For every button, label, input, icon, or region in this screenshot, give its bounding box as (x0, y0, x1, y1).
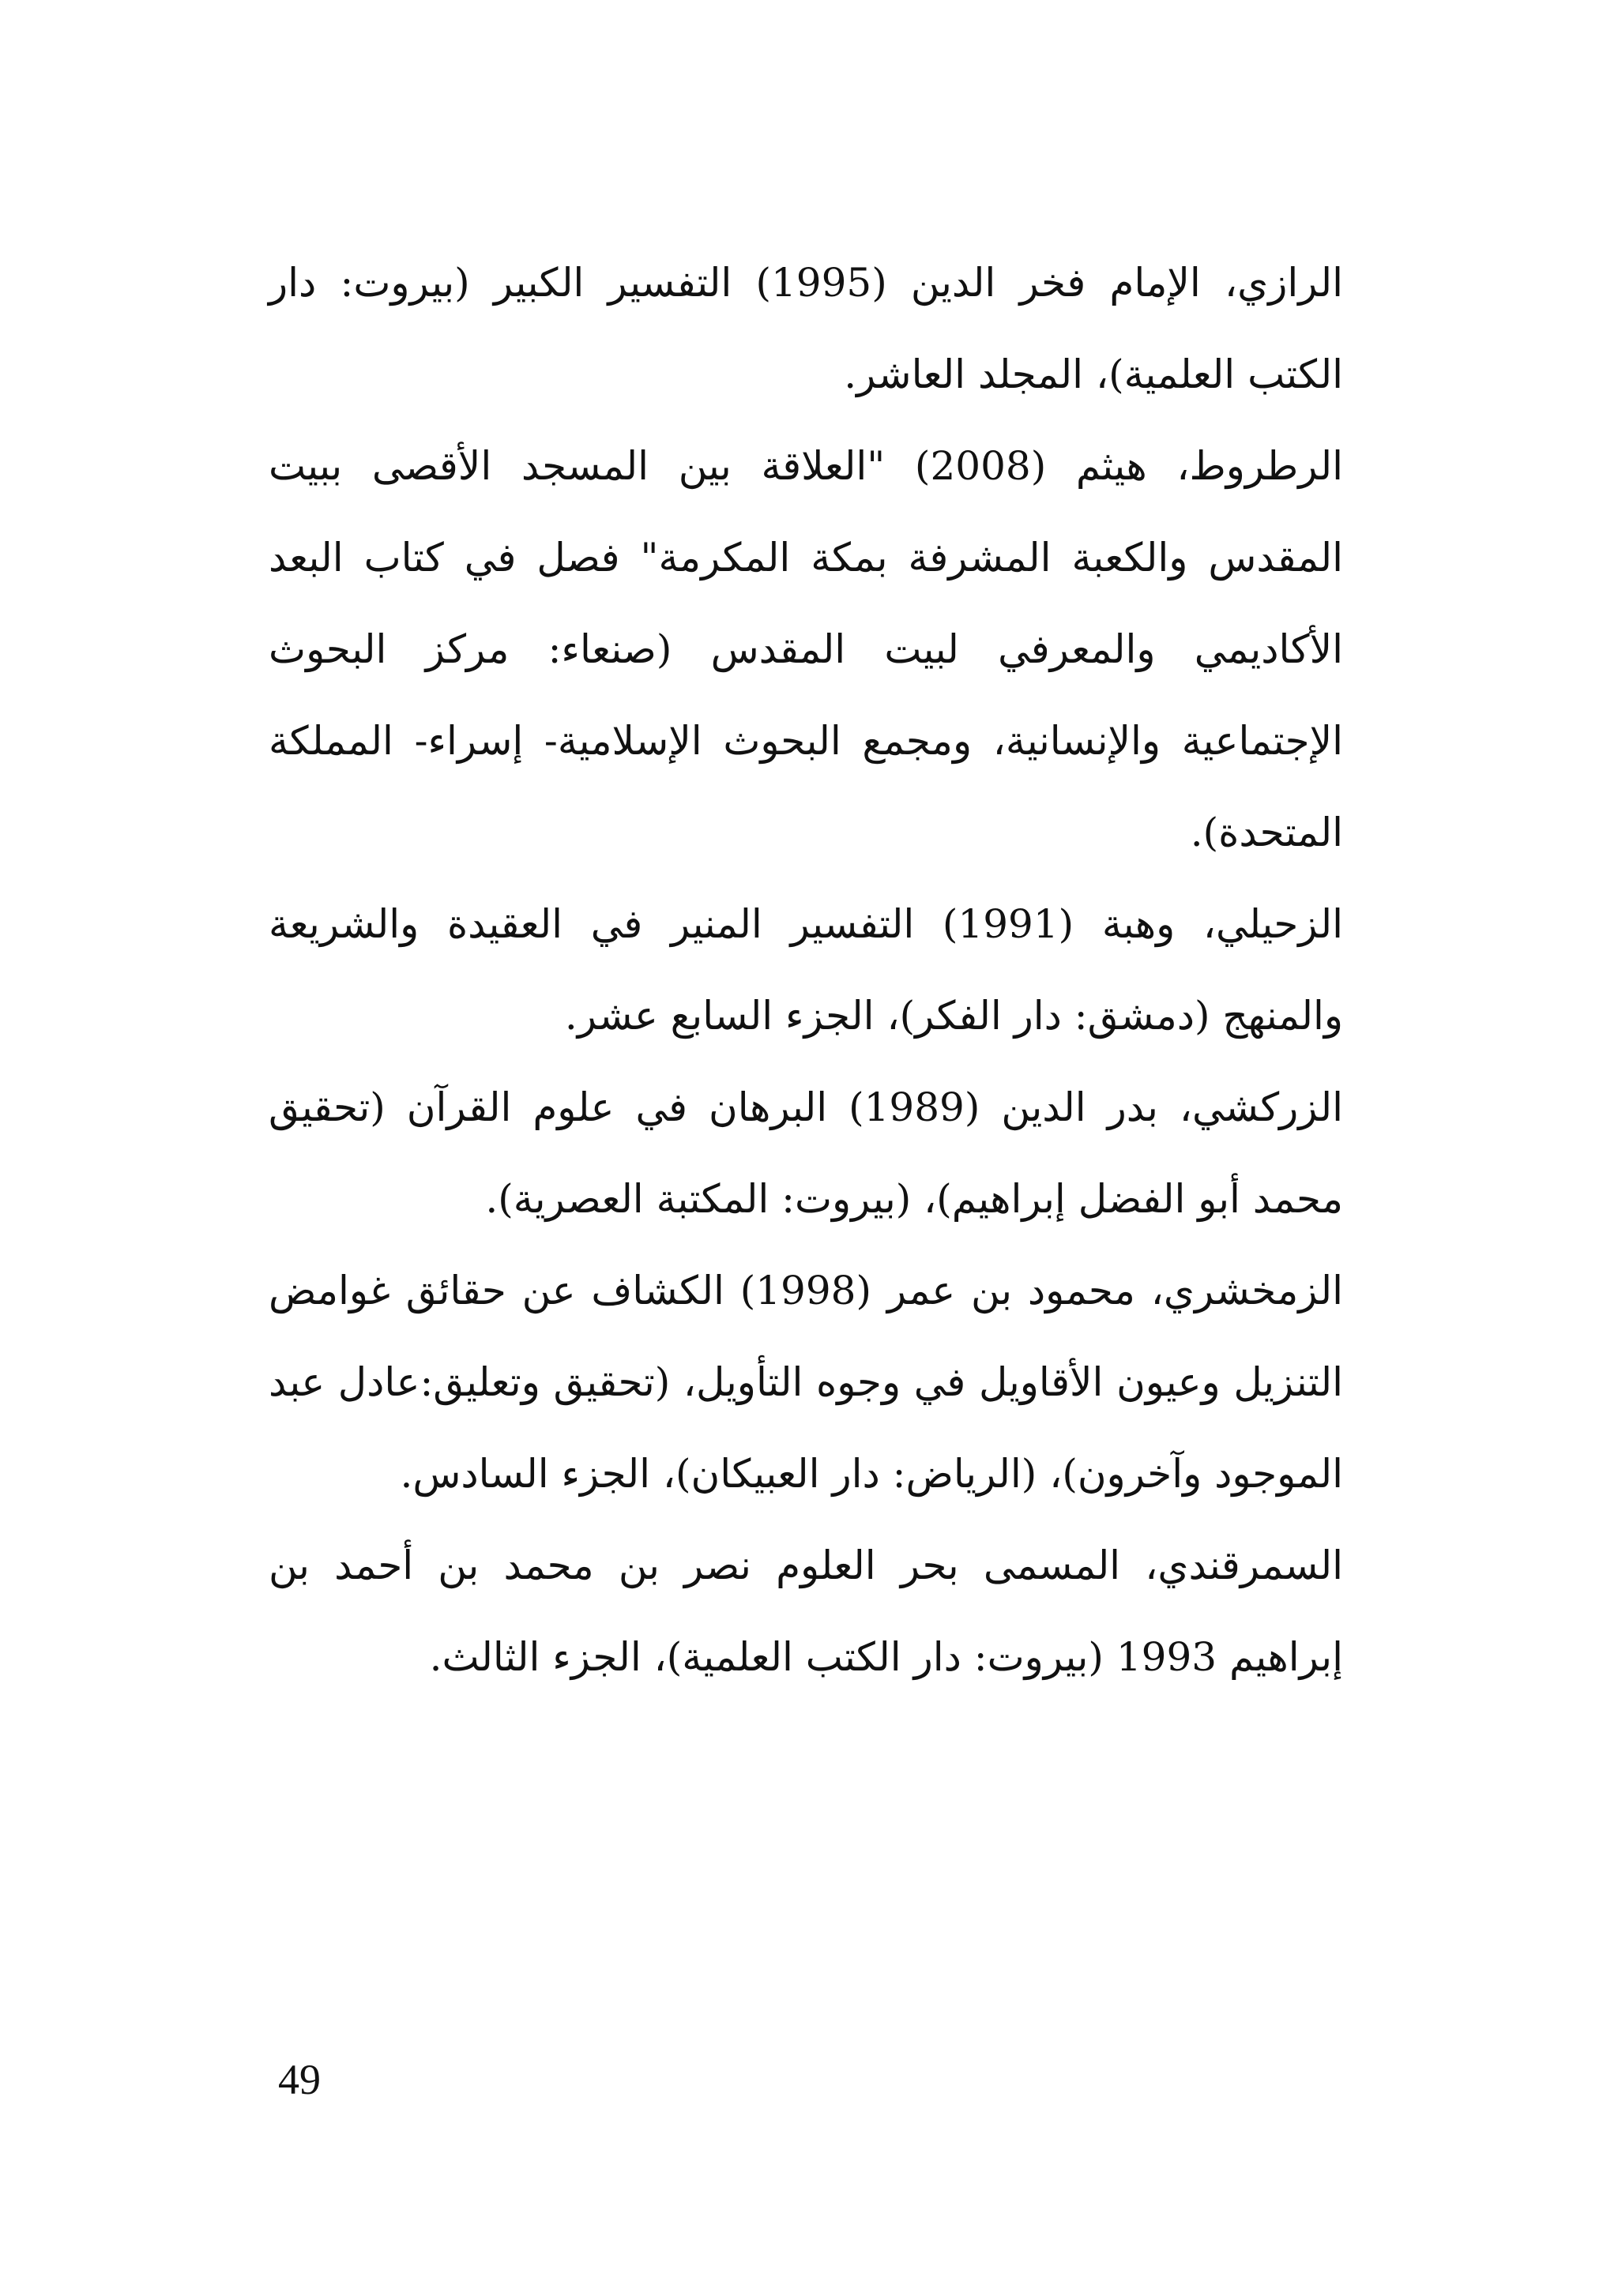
page-number: 49 (278, 2056, 321, 2103)
reference-entry-samarqandi: السمرقندي، المسمى بحر العلوم نصر بن محمد بن أحمد بن إبراهيم 1993 (بيروت: دار الكتب العلمية)، الجزء الثالث. (269, 1543, 1343, 1680)
reference-list (269, 237, 1343, 1703)
reference-entry-artrout: الرطروط، هيثم (2008) "العلاقة بين المسجد الأقصى ببيت المقدس والكعبة المشرفة بمكة المكرمة" فصل في كتاب البعد الأكاديمي والمعرفي لبيت المقدس (صنعاء: مركز البحوث الإجتماعية والإنسانية، ومجمع البحوث الإسلامية- إسراء- المملكة المتحدة). (269, 443, 1344, 855)
reference-entry-zamakhshari: الزمخشري، محمود بن عمر (1998) الكشاف عن حقائق غوامض التنزيل وعيون الأقاويل في وجوه التأويل، (تحقيق وتعليق:عادل عبد الموجود وآخرون)، (الرياض: دار العبيكان)، الجزء السادس. (269, 1268, 1343, 1497)
reference-entry-zarkashi: الزركشي، بدر الدين (1989) البرهان في علوم القرآن (تحقيق محمد أبو الفضل إبراهيم)، (بيروت: المكتبة العصرية). (269, 1084, 1343, 1222)
reference-entry-zuhaili: الزحيلي، وهبة (1991) التفسير المنير في العقيدة والشريعة والمنهج (دمشق: دار الفكر)، الجزء السابع عشر. (269, 901, 1343, 1039)
reference-entry-razi: الرازي، الإمام فخر الدين (1995) التفسير الكبير (بيروت: دار الكتب العلمية)، المجلد العاشر. (269, 260, 1343, 397)
